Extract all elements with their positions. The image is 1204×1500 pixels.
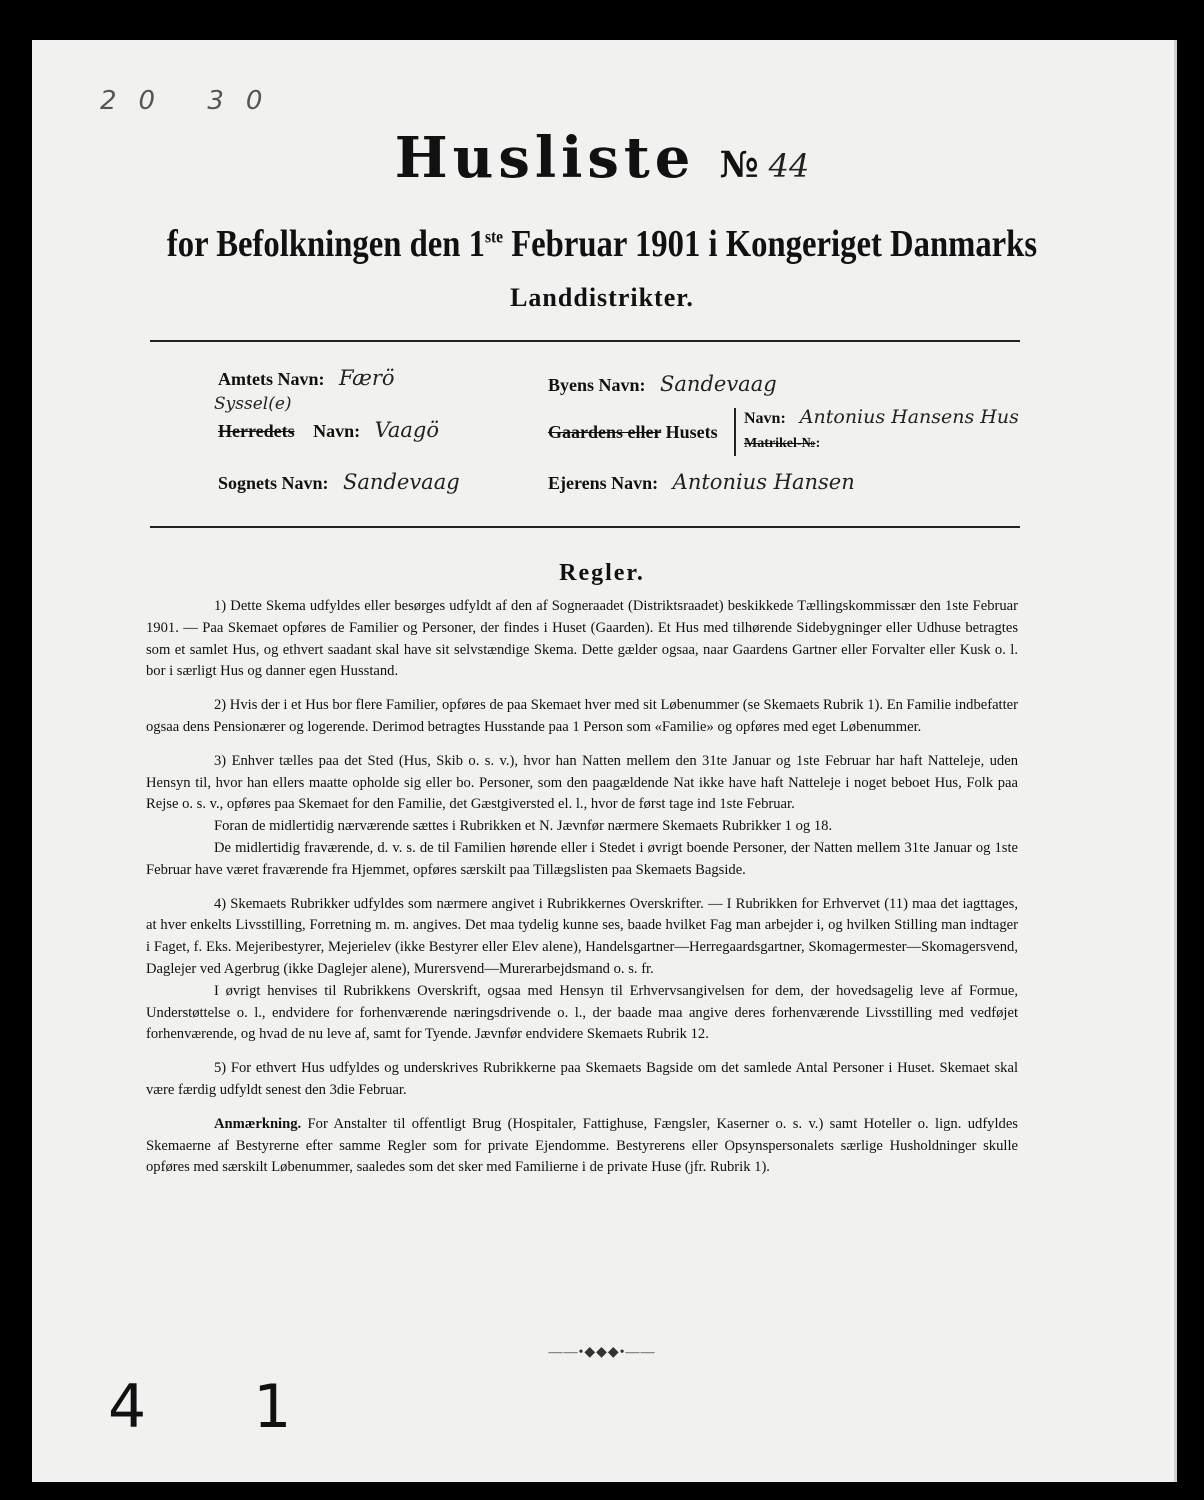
husnavn-value: Antonius Hansens Hus <box>799 406 1019 428</box>
pencil-note: 20 30 <box>100 86 285 116</box>
by-label: Byens Navn: <box>548 375 646 395</box>
note-text: For Anstalter til offentligt Brug (Hospitaler, Fattighuse, Fængsler, Kaserner o. s. v.) samt Hoteller o. lign. udfyldes Skemaerne af Bestyrerne efter samme Regler som for private Ejendomme. Bestyrerens eller Opsynspersonalets særlige Husholdninger skulle opføres med særskilt Løbenummer, saaledes som det sker med Familierne i de private Huse (jfr. Rubrik 1). <box>146 1115 1018 1176</box>
ejer-field <box>548 470 855 494</box>
form-title: Husliste <box>394 125 696 191</box>
number-label: № <box>719 144 759 186</box>
herred-label: Navn: <box>313 421 361 441</box>
matrikel-struck-label: Matrikel-№ <box>744 436 816 451</box>
form-subtitle-district: Landdistrikter. <box>510 283 694 312</box>
rule-3-fravaerende: De midlertidig fraværende, d. v. s. de til Familien hørende eller i Stedet i øvrigt boende Personer, der Natten mellem 31te Januar og 1ste Februar have været fraværende fra Hjemmet, opføres særskilt paa Tillægslisten paa Skemaets Bagside. <box>146 839 1018 878</box>
subtitle-pre: for Befolkningen den 1 <box>166 223 485 265</box>
ejer-value: Antonius Hansen <box>672 470 855 494</box>
rule-1: 1) Dette Skema udfyldes eller besørges udfyldt af den af Sogneraadet (Distriktsraadet) beskikkede Tællingskommissær den 1ste Februar 1901. — Paa Skemaet opføres de Familier og Personer, der findes i Huset (Gaarden). Et Hus med tilhørende Sidebygninger eller Udhuse betragtes som et samlet Hus, og ethvert saadant skal have sit selvstændige Skema. Dette gælder ogsaa, naar Gaardens Gartner eller Forvalter eller Kusk o. l. bor i særligt Hus og danner egen Husstand. <box>146 598 1018 680</box>
husnavn-label: Navn: <box>744 410 786 427</box>
subtitle-sup: ste <box>484 226 504 247</box>
divider-middle <box>150 526 1020 528</box>
bottom-handwritten-note: 4 1 <box>108 1372 336 1442</box>
form-subtitle <box>84 222 1119 266</box>
field-brace <box>734 408 736 456</box>
by-value: Sandevaag <box>660 372 777 396</box>
ejer-label: Ejerens Navn: <box>548 473 659 493</box>
sogn-label: Sognets Navn: <box>218 473 329 493</box>
rule-2: 2) Hvis der i et Hus bor flere Familier, opføres de paa Skemaet hver med sit Løbenummer (se Skemaets Rubrik 1). En Familie indbefatter ogsaa dens Pensionærer og logerende. Derimod betragtes Husstande paa 1 Person som «Familie» og opføres med eget Løbenummer. <box>146 697 1018 735</box>
rules-body <box>146 596 1018 1191</box>
rule-3-foran: Foran de midlertidig nærværende sættes i Rubrikken et N. Jævnfør nærmere Skemaets Rubrikker 1 og 18. <box>214 818 833 835</box>
rules-heading: Regler. <box>559 560 645 586</box>
amt-field <box>218 366 395 390</box>
sogn-value: Sandevaag <box>343 470 460 494</box>
number-value: 44 <box>768 147 810 185</box>
rule-4: 4) Skemaets Rubrikker udfyldes som nærmere angivet i Rubrikkernes Overskrifter. — I Rubrikken for Erhvervet (11) maa det iagttages, at hver enkelts Livsstilling, Forretning m. m. angives. Det maa tydelig kunne ses, baade hvilket Fag man arbejder i, og hvilken Stilling man indtager i Faget, f. Eks. Mejeribestyrer, Mejerielev (ikke Bestyrer eller Elev alene), Handelsgartner—Herregaardsgartner, Skomagermester—Skomagersvend, Daglejer ved Agerbrug (ikke Daglejer alene), Murersvend—Murerarbejdsmand o. s. fr. <box>146 895 1018 977</box>
rule-5: 5) For ethvert Hus udfyldes og underskrives Rubrikkerne paa Skemaets Bagside om det samlede Antal Personer i Huset. Skemaet skal være færdig udfyldt senest den 3die Februar. <box>146 1060 1018 1098</box>
amt-label: Amtets Navn: <box>218 369 325 389</box>
sogn-field <box>218 470 460 494</box>
rule-3: 3) Enhver tælles paa det Sted (Hus, Skib o. s. v.), hvor han Natten mellem den 31te Januar og 1ste Februar har haft Natteleje, uden Hensyn til, hvor han ellers maatte opholde sig eller bo. Personer, som den paagældende Nat ikke have haft Natteleje i noget beboet Hus, Folk paa Rejse o. s. v., opføres paa Skemaet for den Familie, det Gæstgiversted el. l., hvor de først tage ind 1ste Februar. <box>146 752 1018 813</box>
matrikel-field <box>744 436 820 452</box>
note <box>146 1114 1018 1179</box>
herred-value: Vaagö <box>374 418 440 442</box>
matrikel-colon: : <box>815 436 821 451</box>
herred-struck-label: Herredets <box>218 421 295 441</box>
by-field <box>548 372 777 396</box>
husnavn-field <box>744 406 1019 428</box>
gaard-label: Husets <box>665 422 718 442</box>
gaard-field <box>548 422 718 443</box>
form-title-row <box>0 125 1204 191</box>
note-label: Anmærkning. <box>214 1115 302 1132</box>
herred-field <box>218 418 439 442</box>
gaard-struck-label: Gaardens eller <box>548 422 662 442</box>
herred-correction: Syssel(e) <box>214 394 292 414</box>
amt-value: Færö <box>338 366 395 390</box>
rule-4-oevrigt: I øvrigt henvises til Rubrikkens Overskrift, ogsaa med Hensyn til Erhvervsangivelsen for dem, der hovedsagelig leve af Formue, Understøttelse o. l., endvidere for forhenværende næringsdrivende o. l., der baade maa angive deres forhenværende Livsstilling med vedføjet forhenværende, og hvad de nu leve af, samt for Tyende. Jævnfør endvidere Skemaets Rubrik 12. <box>146 982 1018 1043</box>
subtitle-post: Februar 1901 i Kongeriget Danmarks <box>511 223 1038 265</box>
ornament-divider: ——•◆◆◆•—— <box>548 1345 656 1360</box>
divider-top <box>150 340 1020 342</box>
